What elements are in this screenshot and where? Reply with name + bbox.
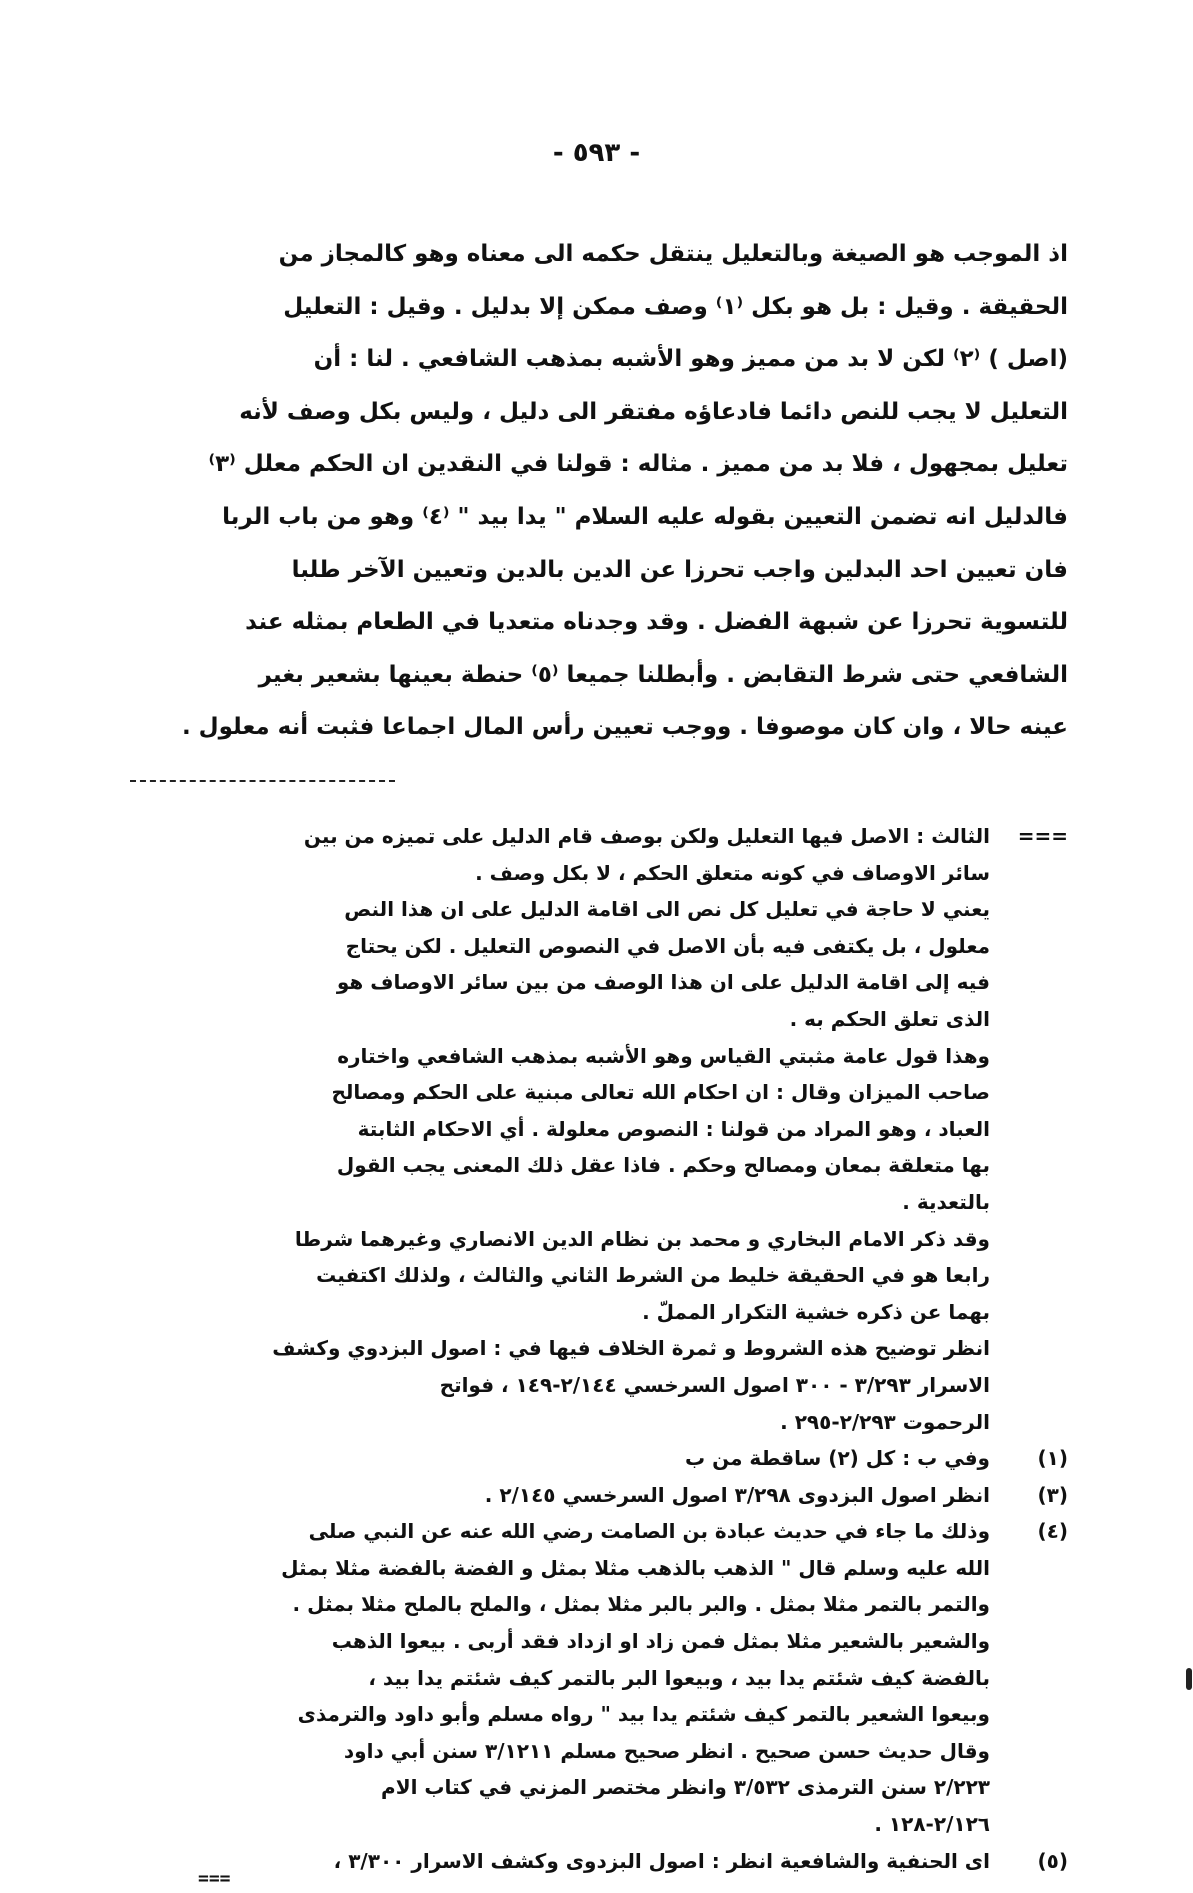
main-text-line-3 bbox=[163, 333, 1068, 386]
footnote-line: بالفضة كيف شئتم يدا بيد ، وبيعوا البر بالتمر كيف شئتم يدا بيد ، bbox=[368, 1665, 990, 1690]
footnote-line: وبيعوا الشعير بالتمر كيف شئتم يدا بيد " رواه مسلم وأبو داود والترمذى bbox=[297, 1702, 990, 1727]
footnote-line: والتمر بالتمر مثلا بمثل . والبر بالبر مثلا بمثل ، والملح بالملح مثلا بمثل . bbox=[292, 1592, 990, 1617]
footnote-body bbox=[150, 1513, 990, 1842]
footnote-line: العباد ، وهو المراد من قولنا : النصوص معلولة . أي الاحكام الثابتة bbox=[357, 1116, 990, 1141]
footnote-line: يعني لا حاجة في تعليل كل نص الى اقامة الدليل على ان هذا النص bbox=[344, 897, 990, 922]
main-text-line-3-prefix: (اصل ) bbox=[988, 346, 1068, 373]
main-text-body bbox=[163, 228, 1068, 754]
footnote-divider bbox=[130, 780, 395, 782]
footnote-line: سائر الاوصاف في كونه متعلق الحكم ، لا بكل وصف . bbox=[475, 860, 990, 885]
footnote-body bbox=[150, 1843, 990, 1880]
footnote-body bbox=[150, 1440, 990, 1477]
end-marker: === bbox=[198, 1868, 231, 1889]
footnote-5 bbox=[133, 1843, 1068, 1880]
footnote-line: صاحب الميزان وقال : ان احكام الله تعالى مبنية على الحكم ومصالح bbox=[331, 1080, 990, 1105]
footnote-line: رابعا هو في الحقيقة خليط من الشرط الثاني والثالث ، ولذلك اكتفيت bbox=[316, 1263, 990, 1288]
main-text-line: اذ الموجب هو الصيغة وبالتعليل ينتقل حكمه الى معناه وهو كالمجاز من bbox=[278, 241, 1068, 267]
main-text-line: الحقيقة . وقيل : بل هو بكل ⁽١⁾ وصف ممكن إلا بدليل . وقيل : التعليل bbox=[283, 293, 1068, 320]
main-text-line: الشافعي حتى شرط التقابض . وأبطلنا جميعا ⁽٥⁾ حنطة بعينها بشعير بغير bbox=[258, 661, 1068, 688]
footnote-line: بالتعدية . bbox=[902, 1189, 990, 1214]
footnote-line: وهذا قول عامة مثبتي القياس وهو الأشبه بمذهب الشافعي واختاره bbox=[337, 1043, 990, 1068]
footnote-1-2 bbox=[133, 1440, 1068, 1477]
footnote-line: بها متعلقة بمعان ومصالح وحكم . فاذا عقل ذلك المعنى يجب القول bbox=[336, 1153, 990, 1178]
footnote-line: الثالث : الاصل فيها التعليل ولكن بوصف قام الدليل على تميزه من بين bbox=[303, 824, 990, 848]
main-text-line-3-body: ⁽٢⁾ لكن لا بد من مميز وهو الأشبه بمذهب الشافعي . لنا : أن bbox=[313, 346, 981, 373]
main-text-line: التعليل لا يجب للنص دائما فادعاؤه مفتقر الى دليل ، وليس بكل وصف لأنه bbox=[239, 398, 1068, 425]
footnote-line: وقد ذكر الامام البخاري و محمد بن نظام الدين الانصاري وغيرهما شرطا bbox=[294, 1226, 990, 1251]
footnote-3 bbox=[133, 1477, 1068, 1514]
footnote-line: والشعير بالشعير مثلا بمثل فمن زاد او ازداد فقد أربى . بيعوا الذهب bbox=[331, 1629, 990, 1654]
footnote-number: (٤) bbox=[1037, 1519, 1068, 1544]
footnote-line: الذى تعلق الحكم به . bbox=[789, 1006, 990, 1031]
footnote-line: اى الحنفية والشافعية انظر : اصول البزدوى وكشف الاسرار ٣/٣٠٠ ، bbox=[333, 1848, 990, 1873]
footnote-number: (٣) bbox=[1037, 1482, 1068, 1507]
footnotes-section bbox=[133, 818, 1068, 1879]
main-text-line: فان تعيين احد البدلين واجب تحرزا عن الدين بالدين وتعيين الآخر طلبا bbox=[291, 556, 1068, 583]
continuation-marker: === bbox=[1017, 824, 1068, 848]
footnote-line: انظر اصول البزدوى ٣/٢٩٨ اصول السرخسي ٢/١٤٥ . bbox=[484, 1482, 990, 1507]
footnote-body bbox=[150, 1477, 990, 1514]
scan-speck bbox=[1186, 1668, 1192, 1690]
footnote-line: وذلك ما جاء في حديث عبادة بن الصامت رضي الله عنه عن النبي صلى bbox=[308, 1519, 990, 1544]
main-text-line: للتسوية تحرزا عن شبهة الفضل . وقد وجدناه متعديا في الطعام بمثله عند bbox=[245, 609, 1068, 636]
footnote-line: انظر توضيح هذه الشروط و ثمرة الخلاف فيها في : اصول البزدوي وكشف bbox=[272, 1336, 990, 1361]
footnote-line: فيه إلى اقامة الدليل على ان هذا الوصف من بين سائر الاوصاف هو bbox=[336, 970, 990, 995]
footnote-number: (٥) bbox=[1037, 1848, 1068, 1873]
footnote-line: وفي ب : كل (٢) ساقطة من ب bbox=[685, 1446, 990, 1471]
footnote-line: الرحموت ٢/٢٩٣-٢٩٥ . bbox=[780, 1409, 990, 1434]
footnote-4 bbox=[133, 1513, 1068, 1842]
footnote-line: ٢/١٢٦-١٢٨ . bbox=[874, 1812, 990, 1837]
main-text-line: فالدليل انه تضمن التعيين بقوله عليه السلام " يدا بيد " ⁽٤⁾ وهو من باب الربا bbox=[222, 503, 1068, 530]
page-number: - ٥٩٣ - bbox=[552, 138, 641, 168]
footnote-line: معلول ، بل يكتفى فيه بأن الاصل في النصوص التعليل . لكن يحتاج bbox=[345, 933, 990, 958]
footnote-number: (١) bbox=[1037, 1446, 1068, 1471]
footnote-line: الاسرار ٣/٢٩٣ - ٣٠٠ اصول السرخسي ٢/١٤٤-١٤٩ ، فواتح bbox=[439, 1372, 990, 1397]
main-text-line: تعليل بمجهول ، فلا بد من مميز . مثاله : قولنا في النقدين ان الحكم معلل ⁽٣⁾ bbox=[208, 451, 1068, 478]
footnote-line: بهما عن ذكره خشية التكرار المملّ . bbox=[642, 1299, 990, 1324]
continuation-body bbox=[150, 818, 990, 1440]
footnote-line: الله عليه وسلم قال " الذهب بالذهب مثلا بمثل و الفضة بالفضة مثلا بمثل bbox=[281, 1555, 990, 1580]
footnote-line: وقال حديث حسن صحيح . انظر صحيح مسلم ٣/١٢١١ سنن أبي داود bbox=[343, 1738, 990, 1763]
footnote-line: ٢/٢٢٣ سنن الترمذى ٣/٥٣٢ وانظر مختصر المزني في كتاب الام bbox=[381, 1775, 990, 1800]
footnote-continuation bbox=[133, 818, 1068, 1440]
main-text-line: عينه حالا ، وان كان موصوفا . ووجب تعيين رأس المال اجماعا فثبت أنه معلول . bbox=[181, 714, 1068, 741]
